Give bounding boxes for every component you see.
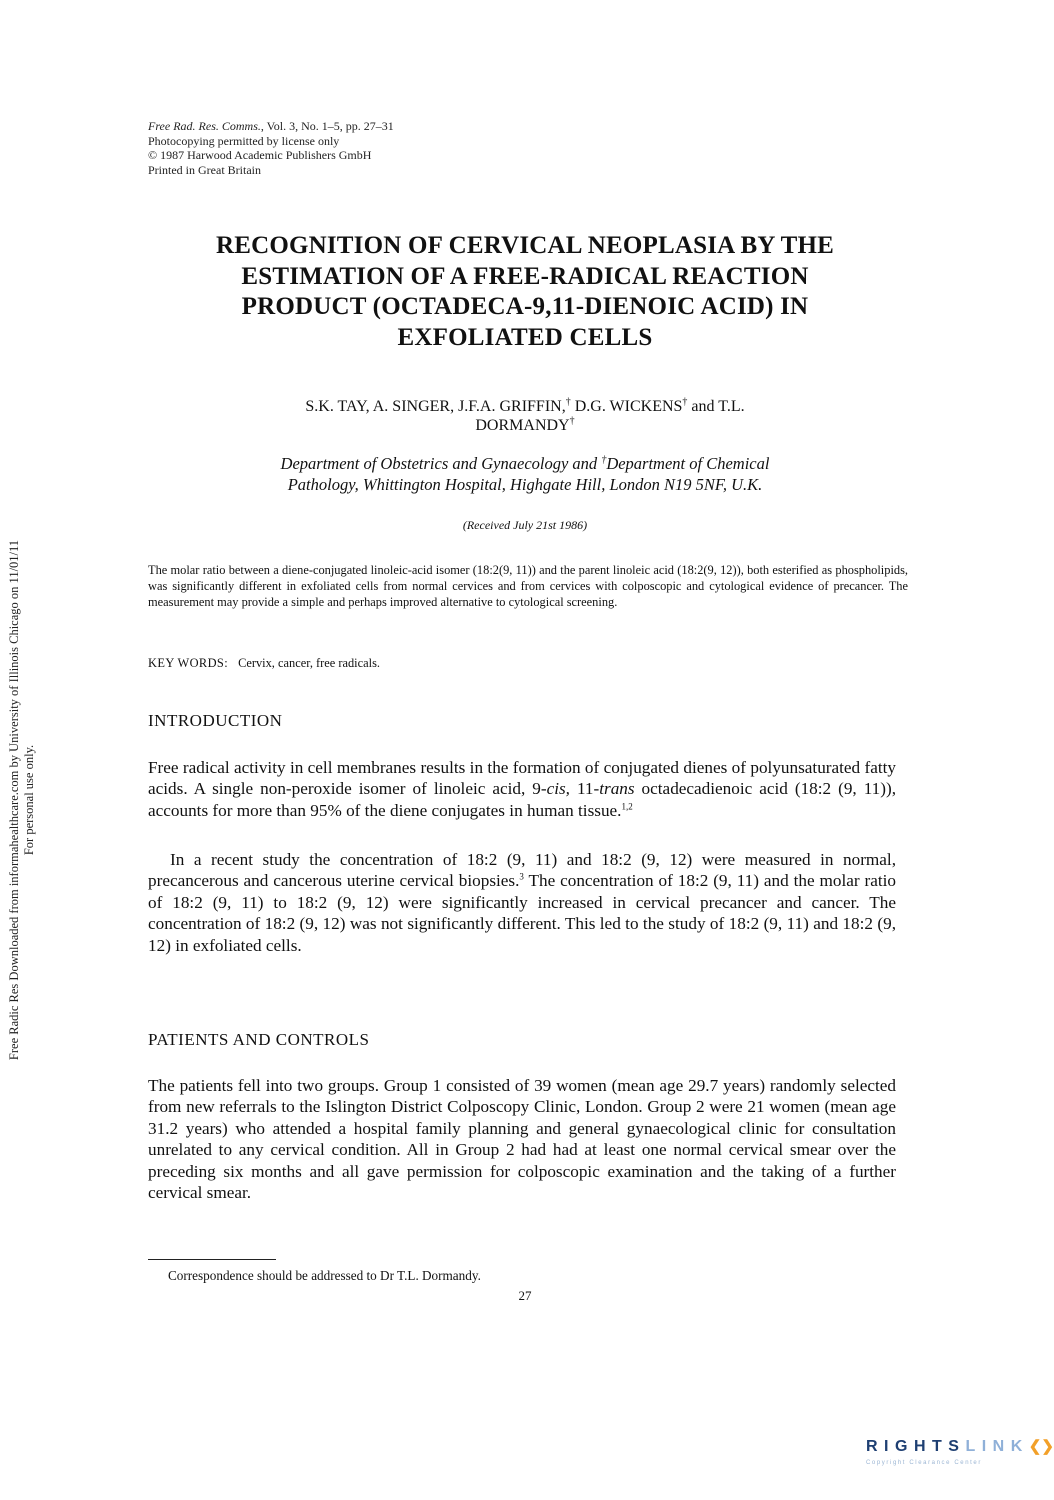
affiliation-part-2: Department of Chemical bbox=[606, 454, 770, 473]
intro-p2-text-a: In a recent study the concentration of 18:2 (9, 11) and 18:2 (9, 12) were measured in normal, precancerous and cancerous uterine cervical biopsies. bbox=[148, 850, 896, 891]
page-number: 27 bbox=[518, 1288, 532, 1303]
keywords-text: Cervix, cancer, free radicals. bbox=[238, 656, 380, 670]
paper-title bbox=[130, 231, 920, 353]
citation-ref: 1,2 bbox=[621, 801, 633, 812]
rightslink-word-rights: RIGHTS bbox=[866, 1438, 966, 1455]
intro-p1-text-a: Free radical activity in cell membranes results in the formation of conjugated dienes of polyunsaturated fatty acids. A single non-peroxide isomer of linoleic acid, 9- bbox=[148, 758, 896, 799]
section-heading-patients: PATIENTS AND CONTROLS bbox=[148, 1030, 370, 1049]
authors-part-3: and T.L. bbox=[687, 398, 745, 415]
license-note: Photocopying permitted by license only bbox=[148, 133, 340, 148]
affiliation-line-1 bbox=[150, 453, 900, 474]
authors-part-4: DORMANDY bbox=[475, 417, 570, 434]
intro-p1-cis: cis, bbox=[546, 779, 570, 799]
journal-name: Free Rad. Res. Comms. bbox=[148, 119, 261, 133]
journal-volume: , Vol. 3, No. 1–5, pp. 27–31 bbox=[260, 119, 394, 133]
affiliation-part-1: Department of Obstetrics and Gynaecology and bbox=[280, 454, 602, 473]
correspondence-footnote: Correspondence should be addressed to Dr T.L. Dormandy. bbox=[168, 1268, 481, 1283]
journal-citation bbox=[148, 119, 394, 134]
dagger-mark: † bbox=[601, 454, 607, 466]
authors-line-2 bbox=[150, 416, 900, 435]
rightslink-bracket-icon: ❮❯ bbox=[1028, 1438, 1054, 1455]
footnote-divider bbox=[148, 1259, 276, 1260]
watermark-line-2: For personal use only. bbox=[22, 744, 36, 856]
intro-p2-text-b: The concentration of 18:2 (9, 11) and the molar ratio of 18:2 (9, 11) to 18:2 (9, 12) were significantly increased in cervical precancer and cancer. The concentration of 18:2 (9, 12) was not significantly different. This led to the study of 18:2 (9, 11) and 18:2 (9, 12) in exfoliated cells. bbox=[148, 871, 896, 955]
intro-paragraph-1 bbox=[148, 757, 896, 821]
title-line-4: EXFOLIATED CELLS bbox=[397, 323, 653, 351]
dagger-mark: † bbox=[569, 415, 575, 427]
section-heading-introduction: INTRODUCTION bbox=[148, 711, 283, 730]
keywords-label: KEY WORDS: bbox=[148, 656, 229, 670]
intro-paragraph-2 bbox=[148, 849, 896, 956]
journal-header bbox=[148, 119, 394, 177]
rightslink-word-link: LINK bbox=[965, 1438, 1029, 1455]
title-line-2: ESTIMATION OF A FREE-RADICAL REACTION bbox=[241, 262, 809, 290]
authors-part-2: D.G. WICKENS bbox=[570, 398, 683, 415]
printed-note: Printed in Great Britain bbox=[148, 162, 261, 177]
rightslink-wordmark bbox=[866, 1437, 1054, 1456]
dagger-mark: † bbox=[682, 396, 688, 408]
authors-part-1: S.K. TAY, A. SINGER, J.F.A. GRIFFIN, bbox=[305, 398, 566, 415]
dagger-mark: † bbox=[565, 396, 571, 408]
abstract: The molar ratio between a diene-conjugated linoleic-acid isomer (18:2(9, 11)) and the parent linoleic acid (18:2(9, 12)), both esterified as phospholipids, was significantly different in exfoliated cells from normal cervices and from cervices with colposcopic and cytological evidence of precancer. The measurement may provide a simple and perhaps improved alternative to cytological screening. bbox=[148, 563, 908, 609]
keywords bbox=[148, 656, 380, 671]
authors-line-1 bbox=[150, 397, 900, 416]
affiliation-line-2: Pathology, Whittington Hospital, Highgate Hill, London N19 5NF, U.K. bbox=[287, 475, 763, 494]
intro-p1-trans: trans bbox=[599, 779, 635, 799]
copyright-note: © 1987 Harwood Academic Publishers GmbH bbox=[148, 148, 372, 163]
affiliation bbox=[150, 453, 900, 495]
title-line-3: PRODUCT (OCTADECA-9,11-DIENOIC ACID) IN bbox=[241, 293, 809, 320]
author-list bbox=[150, 397, 900, 435]
citation-ref: 3 bbox=[519, 871, 524, 882]
rightslink-logo[interactable] bbox=[866, 1437, 1054, 1473]
intro-p1-text-b: 11- bbox=[569, 779, 600, 799]
watermark-line-1: Free Radic Res Downloaded from informahealthcare.com by University of Illinois Chicago on 11/01/11 bbox=[7, 539, 21, 1061]
download-watermark bbox=[2, 400, 42, 1200]
rightslink-subtitle: Copyright Clearance Center bbox=[866, 1460, 982, 1466]
intro-p1-text-c: octadecadienoic acid (18:2 (9, 11)), accounts for more than 95% of the diene conjugates in human tissue. bbox=[148, 779, 897, 820]
received-date: (Received July 21st 1986) bbox=[462, 518, 588, 532]
title-line-1: RECOGNITION OF CERVICAL NEOPLASIA BY THE bbox=[215, 232, 835, 259]
patients-paragraph-1: The patients fell into two groups. Group 1 consisted of 39 women (mean age 29.7 years) randomly selected from new referrals to the Islington District Colposcopy Clinic, London. Group 2 were 21 women (mean age 31.2 years) who attended a hospital family planning and general gynaecological clinic for consultation unrelated to any cervical condition. All in Group 2 had had at least one normal cervical smear over the preceding six months and all gave permission for colposcopic examination and the taking of a further cervical smear. bbox=[148, 1076, 896, 1203]
